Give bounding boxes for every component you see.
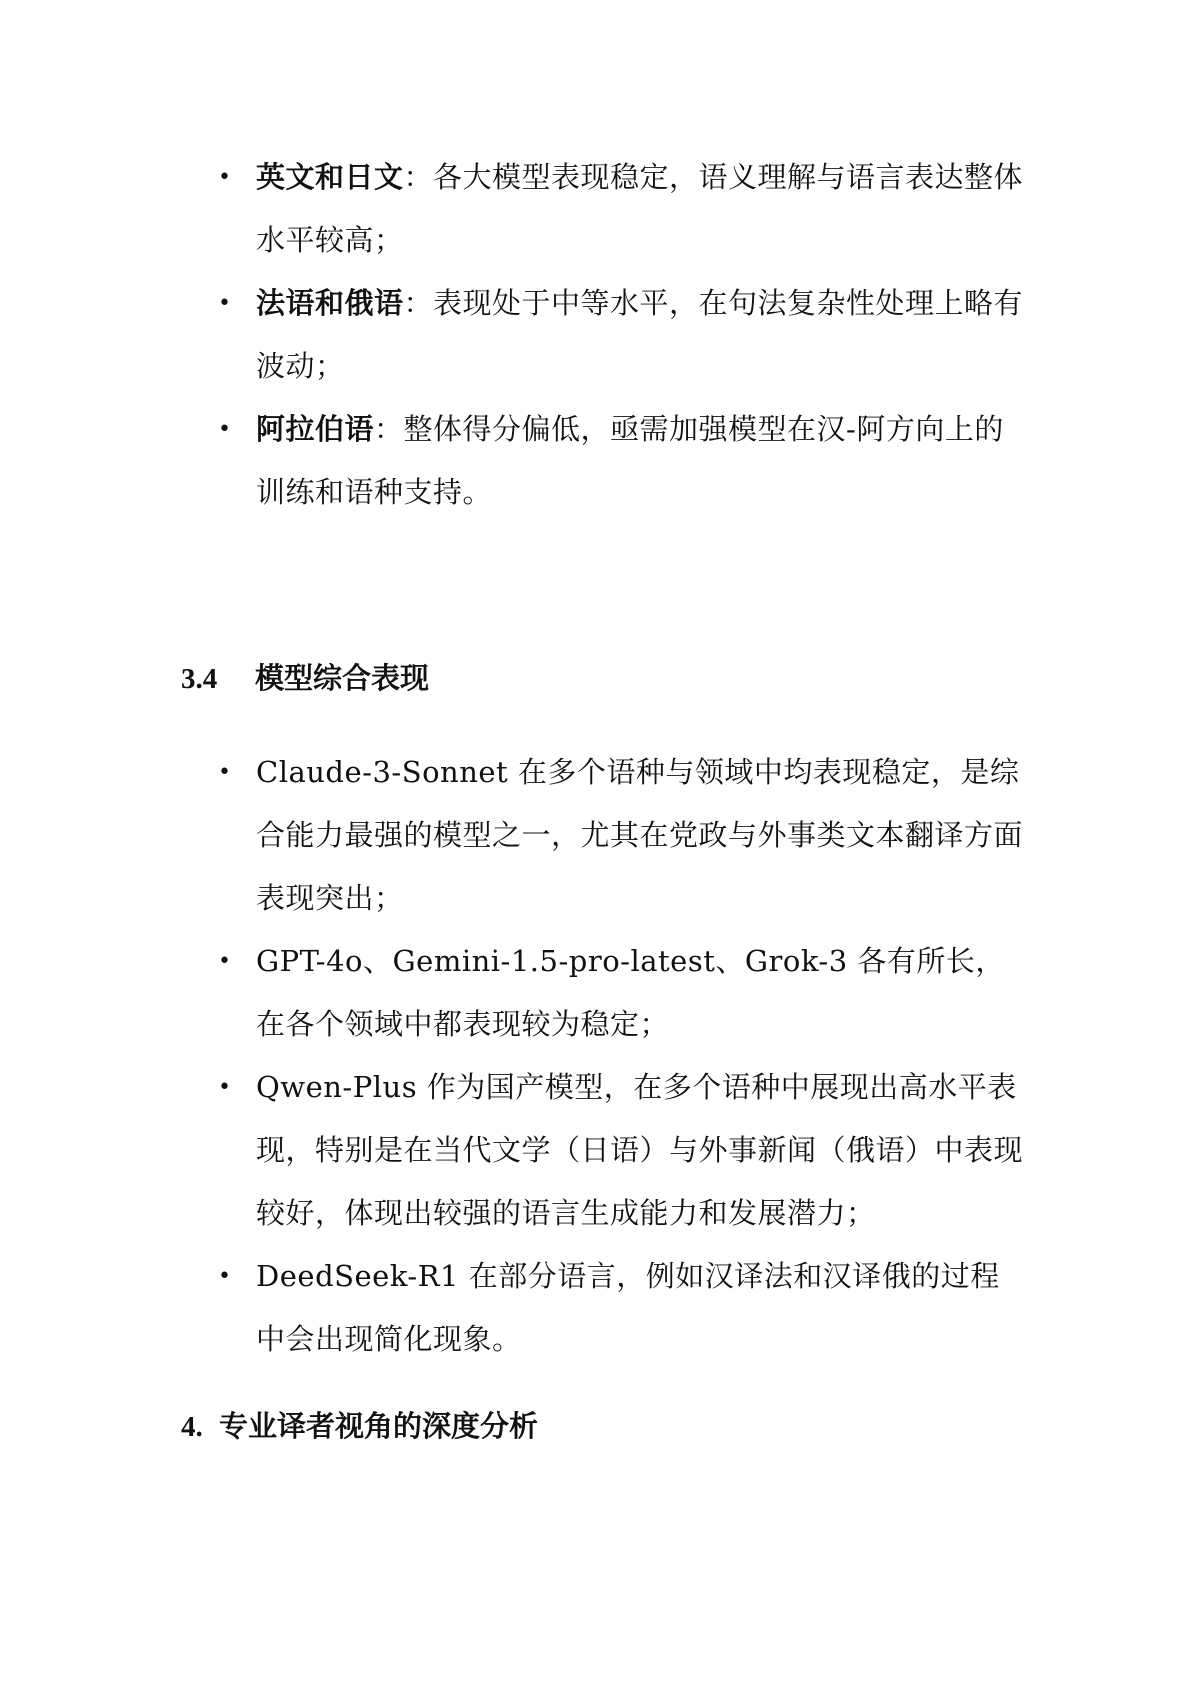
bullet-icon: •	[218, 165, 232, 190]
language-term: 英文和日文	[256, 160, 404, 194]
language-performance-list	[214, 146, 1024, 524]
model-description: Claude-3-Sonnet 在多个语种与领域中均表现稳定，是综合能力最强的模型之一，尤其在党政与外事类文本翻译方面表现突出；	[256, 755, 1024, 915]
model-performance-list	[214, 741, 1024, 1371]
bullet-icon: •	[218, 1264, 232, 1289]
bullet-icon: •	[218, 1075, 232, 1100]
list-item	[214, 1056, 1024, 1245]
language-term: 阿拉伯语	[256, 412, 375, 446]
model-description: GPT-4o、Gemini-1.5-pro-latest、Grok-3 各有所长，在各个领域中都表现较为稳定；	[256, 944, 1005, 1041]
section-heading-4	[181, 1406, 538, 1447]
list-item	[214, 146, 1024, 272]
section-heading-3-4	[181, 658, 429, 699]
language-description: ：各大模型表现稳定，语义理解与语言表达整体水平较高；	[256, 160, 1024, 257]
section-number: 4.	[181, 1411, 203, 1443]
bullet-icon: •	[218, 417, 232, 442]
bullet-icon: •	[218, 291, 232, 316]
list-item	[214, 930, 1024, 1056]
bullet-icon: •	[218, 760, 232, 785]
model-description: DeedSeek-R1 在部分语言，例如汉译法和汉译俄的过程中会出现简化现象。	[256, 1259, 1000, 1356]
bullet-icon: •	[218, 949, 232, 974]
model-description: Qwen-Plus 作为国产模型，在多个语种中展现出高水平表现，特别是在当代文学（日语）与外事新闻（俄语）中表现较好，体现出较强的语言生成能力和发展潜力；	[256, 1070, 1024, 1230]
list-item	[214, 1245, 1024, 1371]
section-title: 专业译者视角的深度分析	[219, 1409, 539, 1443]
list-item	[214, 741, 1024, 930]
language-description: ：整体得分偏低，亟需加强模型在汉-阿方向上的训练和语种支持。	[256, 412, 1004, 509]
list-item	[214, 398, 1024, 524]
language-description: ：表现处于中等水平，在句法复杂性处理上略有波动；	[256, 286, 1024, 383]
section-number: 3.4	[181, 663, 218, 695]
language-term: 法语和俄语	[256, 286, 404, 320]
section-title: 模型综合表现	[255, 661, 430, 695]
list-item	[214, 272, 1024, 398]
